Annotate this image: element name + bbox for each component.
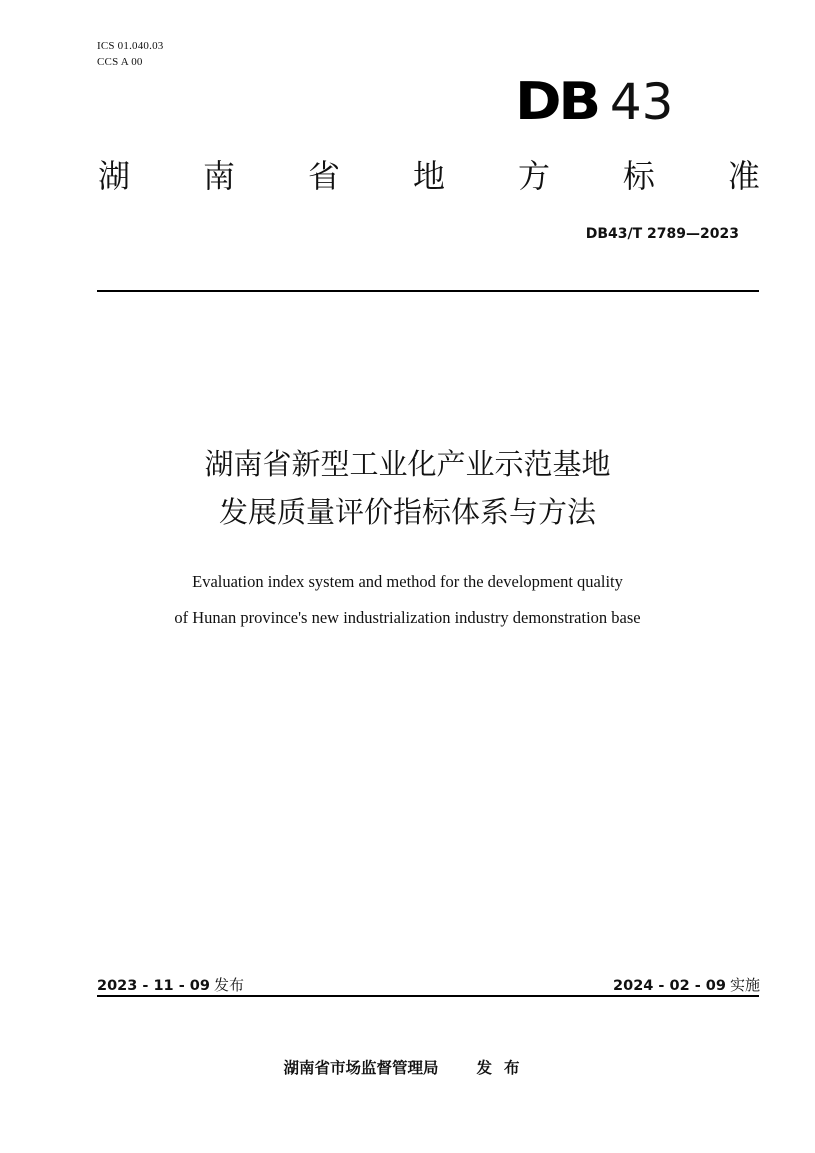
chinese-title-line: 发展质量评价指标体系与方法	[218, 495, 596, 529]
publish-date-value: 2023 - 11 - 09	[97, 978, 210, 994]
publish-date	[97, 974, 244, 995]
implement-date	[613, 974, 760, 995]
footer-divider	[97, 995, 759, 997]
english-title	[0, 564, 815, 636]
ics-code: ICS 01.040.03	[97, 40, 164, 52]
chinese-title-line: 湖南省新型工业化产业示范基地	[204, 447, 611, 481]
issuing-authority	[0, 1056, 815, 1078]
implement-date-value: 2024 - 02 - 09	[613, 978, 726, 994]
category-char: 方	[517, 157, 550, 195]
standard-mark-letters: DB	[515, 72, 598, 132]
category-char: 地	[412, 157, 445, 195]
header-divider	[97, 290, 759, 292]
issuer-action: 发布	[476, 1059, 532, 1077]
category-char: 标	[622, 157, 655, 195]
publish-label: 发布	[213, 976, 244, 994]
issuer-name: 湖南省市场监督管理局	[283, 1059, 439, 1077]
english-title-line: of Hunan province's new industrialization industry demonstration base	[174, 608, 641, 627]
standard-mark	[515, 74, 673, 130]
standard-number: DB43/T 2789—2023	[585, 226, 739, 242]
chinese-title	[0, 440, 815, 536]
ccs-code: CCS A 00	[97, 56, 143, 68]
category-char: 省	[307, 157, 340, 195]
category-char: 准	[727, 157, 760, 195]
implement-label: 实施	[729, 976, 760, 994]
classification-codes	[97, 38, 163, 70]
category-char: 湖	[98, 157, 131, 195]
english-title-line: Evaluation index system and method for the development quality	[192, 572, 623, 591]
category-char: 南	[202, 157, 235, 195]
standard-category	[98, 156, 760, 196]
standard-mark-number: 43	[609, 73, 674, 131]
